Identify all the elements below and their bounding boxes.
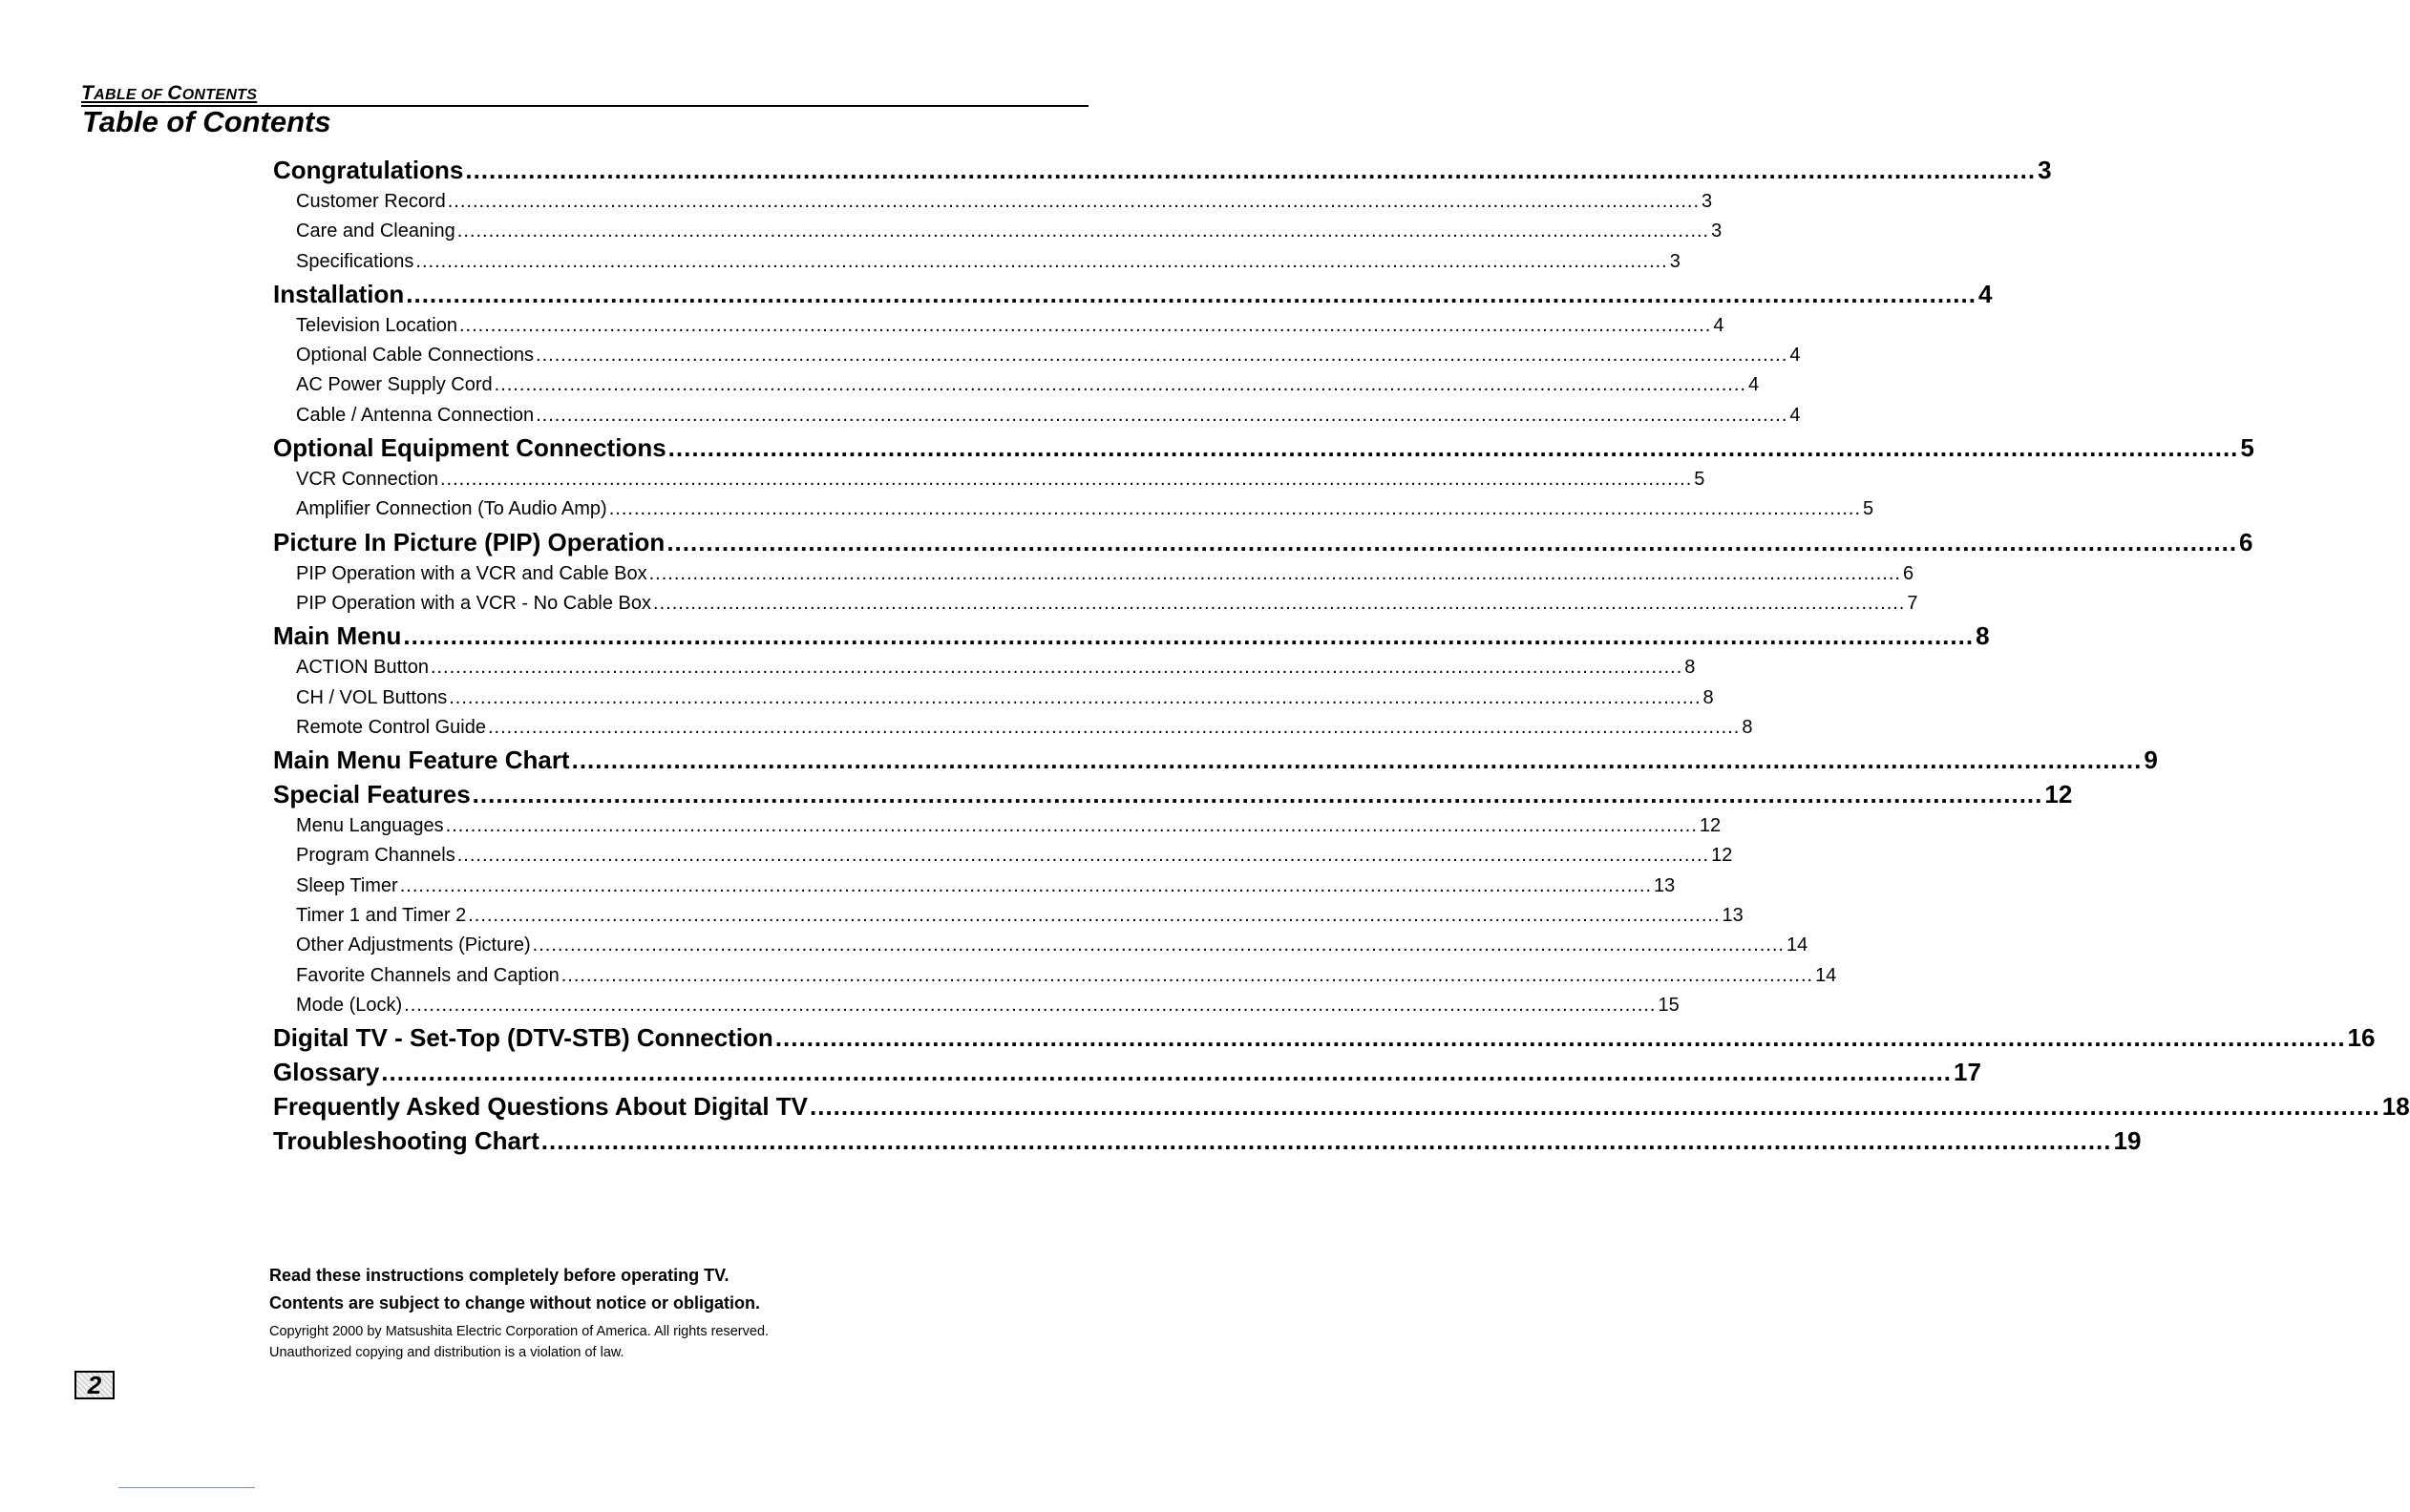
toc-subentry-page-number: 4 (1789, 345, 1801, 367)
dot-leader: ........................................................................................................................................................................................................ (399, 874, 1653, 896)
toc-section-label: Glossary (273, 1058, 380, 1087)
dot-leader: ........................................................................................................................................................................................................ (381, 1058, 1953, 1087)
toc-subentry-label: Mode (Lock) (296, 994, 403, 1016)
toc-subentry-label: Customer Record (296, 191, 446, 212)
toc-section-label: Main Menu (273, 621, 402, 651)
toc-section[interactable] (273, 777, 2073, 811)
toc-subentry-label: Sleep Timer (296, 874, 398, 896)
toc-subentry[interactable] (273, 991, 1680, 1020)
toc-subentry[interactable] (273, 811, 1722, 841)
dot-leader: ........................................................................................................................................................................................................ (536, 404, 1788, 426)
toc-section-label: Optional Equipment Connections (273, 433, 666, 463)
notice-block (269, 1262, 938, 1363)
toc-subentry-label: CH / VOL Buttons (296, 686, 448, 708)
dot-leader: ........................................................................................................................................................................................................ (648, 562, 1901, 584)
dot-leader: ........................................................................................................................................................................................................ (456, 845, 1710, 867)
toc-section[interactable] (273, 743, 2158, 777)
toc-subentry[interactable] (273, 841, 1733, 871)
toc-subentry-label: Television Location (296, 314, 457, 336)
toc-section[interactable] (273, 1124, 2142, 1158)
toc-subentry[interactable] (273, 247, 1681, 277)
toc-subentry[interactable] (273, 187, 1713, 217)
dot-leader: ........................................................................................................................................................................................................ (653, 592, 1906, 614)
notice-read-instructions: Read these instructions completely before operating TV. (269, 1266, 729, 1285)
dot-leader: ........................................................................................................................................................................................................ (540, 1126, 2112, 1156)
toc-subentry[interactable] (273, 901, 1744, 931)
toc-section[interactable] (273, 1089, 2410, 1124)
toc-subentry-page-number: 8 (1684, 657, 1696, 679)
toc-subentry-page-number: 3 (1669, 250, 1681, 272)
dot-leader: ........................................................................................................................................................................................................ (403, 621, 1975, 651)
toc-subentry-page-number: 14 (1786, 934, 1808, 956)
dot-leader: ........................................................................................................................................................................................................ (667, 433, 2239, 463)
toc-section-page-number: 3 (2038, 156, 2052, 184)
dot-leader: ........................................................................................................................................................................................................ (406, 279, 1977, 308)
toc-subentry-label: Program Channels (296, 845, 455, 867)
toc-subentry-page-number: 15 (1658, 994, 1680, 1016)
toc-section[interactable] (273, 1020, 2376, 1055)
toc-subentry-page-number: 13 (1654, 874, 1676, 896)
toc-subentry[interactable] (273, 401, 1801, 430)
dot-leader: ........................................................................................................................................................................................................ (468, 905, 1721, 927)
toc-subentry-page-number: 12 (1699, 815, 1722, 837)
toc-subentry[interactable] (273, 872, 1676, 901)
toc-section[interactable] (273, 277, 1993, 311)
toc-section-label: Digital TV - Set-Top (DTV-STB) Connection (273, 1023, 773, 1053)
dot-leader: ........................................................................................................................................................................................................ (456, 220, 1710, 242)
toc-section-label: Picture In Picture (PIP) Operation (273, 527, 666, 556)
toc-subentry-label: Favorite Channels and Caption (296, 964, 560, 986)
dot-leader: ........................................................................................................................................................................................................ (415, 250, 1668, 272)
table-of-contents (273, 153, 2410, 1158)
dot-leader: ........................................................................................................................................................................................................ (608, 498, 1862, 520)
dot-leader: ........................................................................................................................................................................................................ (447, 191, 1701, 212)
dot-leader: ........................................................................................................................................................................................................ (439, 469, 1693, 491)
toc-subentry-label: Cable / Antenna Connection (296, 404, 535, 426)
toc-subentry-page-number: 3 (1711, 220, 1723, 242)
toc-subentry-label: PIP Operation with a VCR - No Cable Box (296, 592, 652, 614)
toc-subentry[interactable] (273, 653, 1696, 682)
toc-subentry[interactable] (273, 961, 1837, 991)
toc-subentry[interactable] (273, 370, 1760, 400)
toc-subentry-label: Menu Languages (296, 815, 444, 837)
dot-leader: ........................................................................................................................................................................................................ (532, 934, 1785, 956)
toc-subentry-page-number: 4 (1713, 314, 1724, 336)
toc-section-label: Troubleshooting Chart (273, 1126, 539, 1156)
toc-subentry-page-number: 4 (1789, 404, 1801, 426)
toc-subentry-page-number: 3 (1702, 191, 1713, 212)
page-number: 2 (74, 1371, 115, 1399)
toc-subentry-page-number: 4 (1747, 374, 1760, 396)
toc-subentry[interactable] (273, 465, 1705, 494)
dot-leader: ........................................................................................................................................................................................................ (666, 527, 2238, 556)
page-title: Table of Contents (82, 105, 331, 138)
copyright-notice: Copyright 2000 by Matsushita Electric Corporation of America. All rights reserved. (269, 1324, 770, 1339)
toc-section-label: Congratulations (273, 156, 464, 184)
toc-subentry[interactable] (273, 494, 1874, 524)
toc-subentry[interactable] (273, 683, 1714, 713)
toc-subentry-label: Amplifier Connection (To Audio Amp) (296, 498, 607, 520)
toc-section-label: Special Features (273, 780, 471, 809)
toc-section[interactable] (273, 1055, 1981, 1089)
dot-leader: ........................................................................................................................................................................................................ (445, 815, 1698, 837)
toc-subentry-page-number: 7 (1907, 592, 1918, 614)
toc-subentry-label: ACTION Button (296, 657, 429, 679)
toc-section[interactable] (273, 153, 2052, 187)
toc-section-label: Installation (273, 279, 405, 308)
unauthorized-copying-notice: Unauthorized copying and distribution is a violation of law. (269, 1345, 624, 1360)
dot-leader: ........................................................................................................................................................................................................ (571, 746, 2143, 775)
toc-subentry-page-number: 12 (1711, 845, 1733, 867)
toc-subentry[interactable] (273, 559, 1914, 589)
bottom-divider (118, 1487, 255, 1488)
toc-section-page-number: 17 (1954, 1058, 1981, 1087)
toc-subentry[interactable] (273, 713, 1753, 743)
toc-subentry[interactable] (273, 341, 1801, 370)
dot-leader: ........................................................................................................................................................................................................ (810, 1092, 2380, 1122)
dot-leader: ........................................................................................................................................................................................................ (430, 657, 1683, 679)
dot-leader: ........................................................................................................................................................................................................ (472, 780, 2043, 809)
dot-leader: ........................................................................................................................................................................................................ (465, 156, 2037, 184)
toc-subentry[interactable] (273, 589, 1918, 619)
toc-section-label: Frequently Asked Questions About Digital TV (273, 1092, 809, 1122)
toc-section-page-number: 18 (2381, 1092, 2410, 1122)
toc-section[interactable] (273, 619, 1990, 653)
toc-subentry-page-number: 6 (1902, 562, 1914, 584)
toc-subentry-label: Specifications (296, 250, 414, 272)
dot-leader: ........................................................................................................................................................................................................ (494, 374, 1746, 396)
toc-subentry[interactable] (273, 311, 1724, 341)
dot-leader: ........................................................................................................................................................................................................ (487, 716, 1741, 738)
toc-section-page-number: 16 (2347, 1023, 2376, 1053)
toc-subentry-label: VCR Connection (296, 469, 438, 491)
toc-section-label: Main Menu Feature Chart (273, 746, 570, 775)
toc-subentry[interactable] (273, 217, 1723, 246)
dot-leader: ........................................................................................................................................................................................................ (449, 686, 1702, 708)
toc-section[interactable] (273, 430, 2254, 465)
toc-section-page-number: 8 (1976, 621, 1990, 651)
toc-subentry-page-number: 5 (1863, 498, 1874, 520)
toc-subentry-label: Care and Cleaning (296, 220, 455, 242)
dot-leader: ........................................................................................................................................................................................................ (774, 1023, 2346, 1053)
toc-section[interactable] (273, 525, 2253, 559)
toc-section-page-number: 19 (2113, 1126, 2142, 1156)
toc-subentry-label: PIP Operation with a VCR and Cable Box (296, 562, 647, 584)
toc-subentry-label: Optional Cable Connections (296, 345, 535, 367)
toc-subentry[interactable] (273, 931, 1808, 960)
toc-subentry-page-number: 13 (1722, 905, 1744, 927)
toc-subentry-label: Remote Control Guide (296, 716, 486, 738)
notice-subject-to-change: Contents are subject to change without notice or obligation. (269, 1293, 761, 1312)
toc-section-page-number: 12 (2044, 780, 2073, 809)
dot-leader: ........................................................................................................................................................................................................ (404, 994, 1657, 1016)
toc-subentry-label: AC Power Supply Cord (296, 374, 493, 396)
toc-subentry-label: Timer 1 and Timer 2 (296, 905, 467, 927)
toc-section-page-number: 4 (1977, 279, 1993, 308)
dot-leader: ........................................................................................................................................................................................................ (536, 345, 1788, 367)
toc-subentry-page-number: 8 (1742, 716, 1753, 738)
running-head: TABLE OF CONTENTS (81, 82, 258, 104)
toc-section-page-number: 5 (2240, 433, 2254, 463)
toc-section-page-number: 6 (2239, 527, 2253, 556)
toc-subentry-label: Other Adjustments (Picture) (296, 934, 531, 956)
dot-leader: ........................................................................................................................................................................................................ (560, 964, 1814, 986)
toc-section-page-number: 9 (2144, 746, 2158, 775)
toc-subentry-page-number: 14 (1815, 964, 1837, 986)
toc-subentry-page-number: 8 (1702, 686, 1714, 708)
dot-leader: ........................................................................................................................................................................................................ (459, 314, 1712, 336)
toc-subentry-page-number: 5 (1694, 469, 1705, 491)
